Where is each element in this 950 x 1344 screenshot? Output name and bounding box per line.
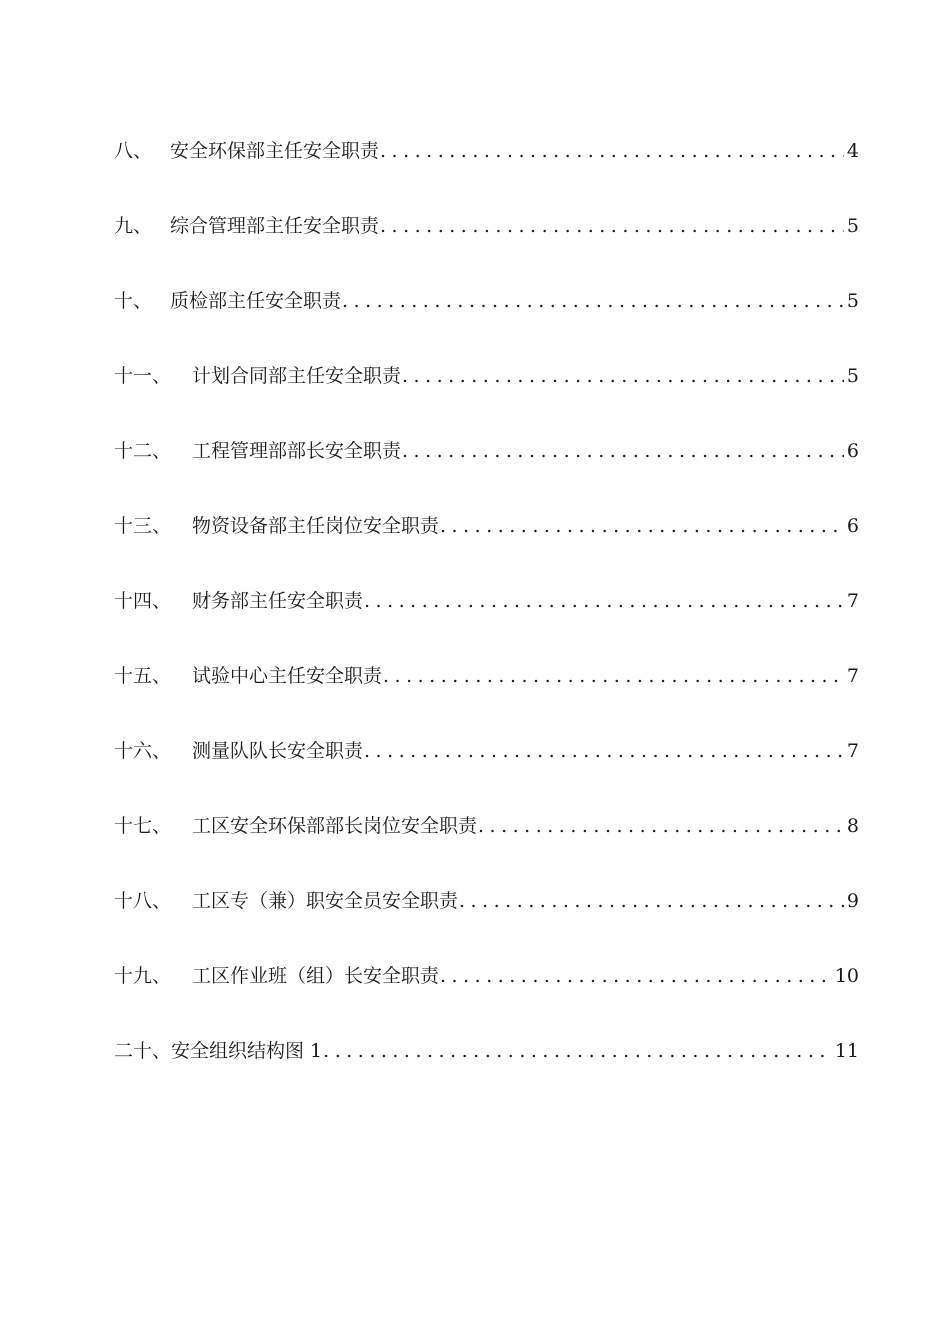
toc-entry-number: 十二、 [114,440,172,462]
dot-leader [364,586,844,616]
toc-entry-page: 5 [846,290,859,312]
dot-leader [383,661,844,691]
toc-entry-12[interactable] [114,436,859,511]
dot-leader [342,286,844,316]
toc-entry-number: 十六、 [114,740,172,762]
dot-leader [364,736,844,766]
dot-leader [440,511,844,541]
toc-entry-title: 工区安全环保部部长岗位安全职责 [192,815,478,837]
toc-entry-15[interactable] [114,661,859,736]
toc-entry-13[interactable] [114,511,859,586]
toc-entry-page: 9 [846,890,859,912]
toc-entry-number: 十九、 [114,965,172,987]
dot-leader [380,211,844,241]
toc-entry-title: 质检部主任安全职责 [170,290,342,312]
dot-leader [459,886,844,916]
toc-entry-20[interactable] [114,1036,859,1111]
dot-leader [478,811,844,841]
toc-entry-14[interactable] [114,586,859,661]
toc-entry-8[interactable] [114,136,859,211]
toc-entry-19[interactable] [114,961,859,1036]
toc-entry-number: 十七、 [114,815,172,837]
toc-entry-page: 8 [846,815,859,837]
toc-entry-page: 6 [846,515,859,537]
toc-entry-title: 工区专（兼）职安全员安全职责 [192,890,459,912]
toc-entry-number: 八、 [114,140,153,162]
dot-leader [380,136,844,166]
toc-entry-number: 十三、 [114,515,172,537]
toc-entry-page: 6 [846,440,859,462]
toc-entry-page: 4 [846,140,859,162]
toc-entry-17[interactable] [114,811,859,886]
toc-entry-page: 7 [846,590,859,612]
toc-entry-10[interactable] [114,286,859,361]
toc-entry-page: 7 [846,665,859,687]
toc-entry-number: 九、 [114,215,153,237]
toc-entry-9[interactable] [114,211,859,286]
toc-entry-title: 安全组织结构图 1 [171,1040,323,1062]
toc-entry-title: 工区作业班（组）长安全职责 [192,965,440,987]
dot-leader [402,361,844,391]
toc-entry-title: 计划合同部主任安全职责 [192,365,402,387]
toc-entry-title: 安全环保部主任安全职责 [170,140,380,162]
toc-entry-title: 物资设备部主任岗位安全职责 [192,515,440,537]
toc-entry-page: 11 [834,1040,859,1062]
toc-entry-number: 十五、 [114,665,172,687]
toc-entry-page: 7 [846,740,859,762]
toc-entry-number: 二十、 [114,1040,172,1062]
toc-entry-number: 十四、 [114,590,172,612]
toc-entry-title: 测量队队长安全职责 [192,740,364,762]
table-of-contents [114,136,859,1111]
toc-entry-title: 综合管理部主任安全职责 [170,215,380,237]
toc-entry-title: 工程管理部部长安全职责 [192,440,402,462]
toc-entry-11[interactable] [114,361,859,436]
toc-entry-page: 5 [846,365,859,387]
toc-entry-page: 10 [834,965,859,987]
dot-leader [402,436,844,466]
toc-entry-18[interactable] [114,886,859,961]
dot-leader [323,1036,832,1066]
toc-entry-title: 财务部主任安全职责 [192,590,364,612]
toc-entry-number: 十一、 [114,365,172,387]
toc-entry-number: 十、 [114,290,153,312]
toc-entry-number: 十八、 [114,890,172,912]
toc-entry-16[interactable] [114,736,859,811]
toc-entry-page: 5 [846,215,859,237]
dot-leader [440,961,832,991]
toc-entry-title: 试验中心主任安全职责 [192,665,383,687]
